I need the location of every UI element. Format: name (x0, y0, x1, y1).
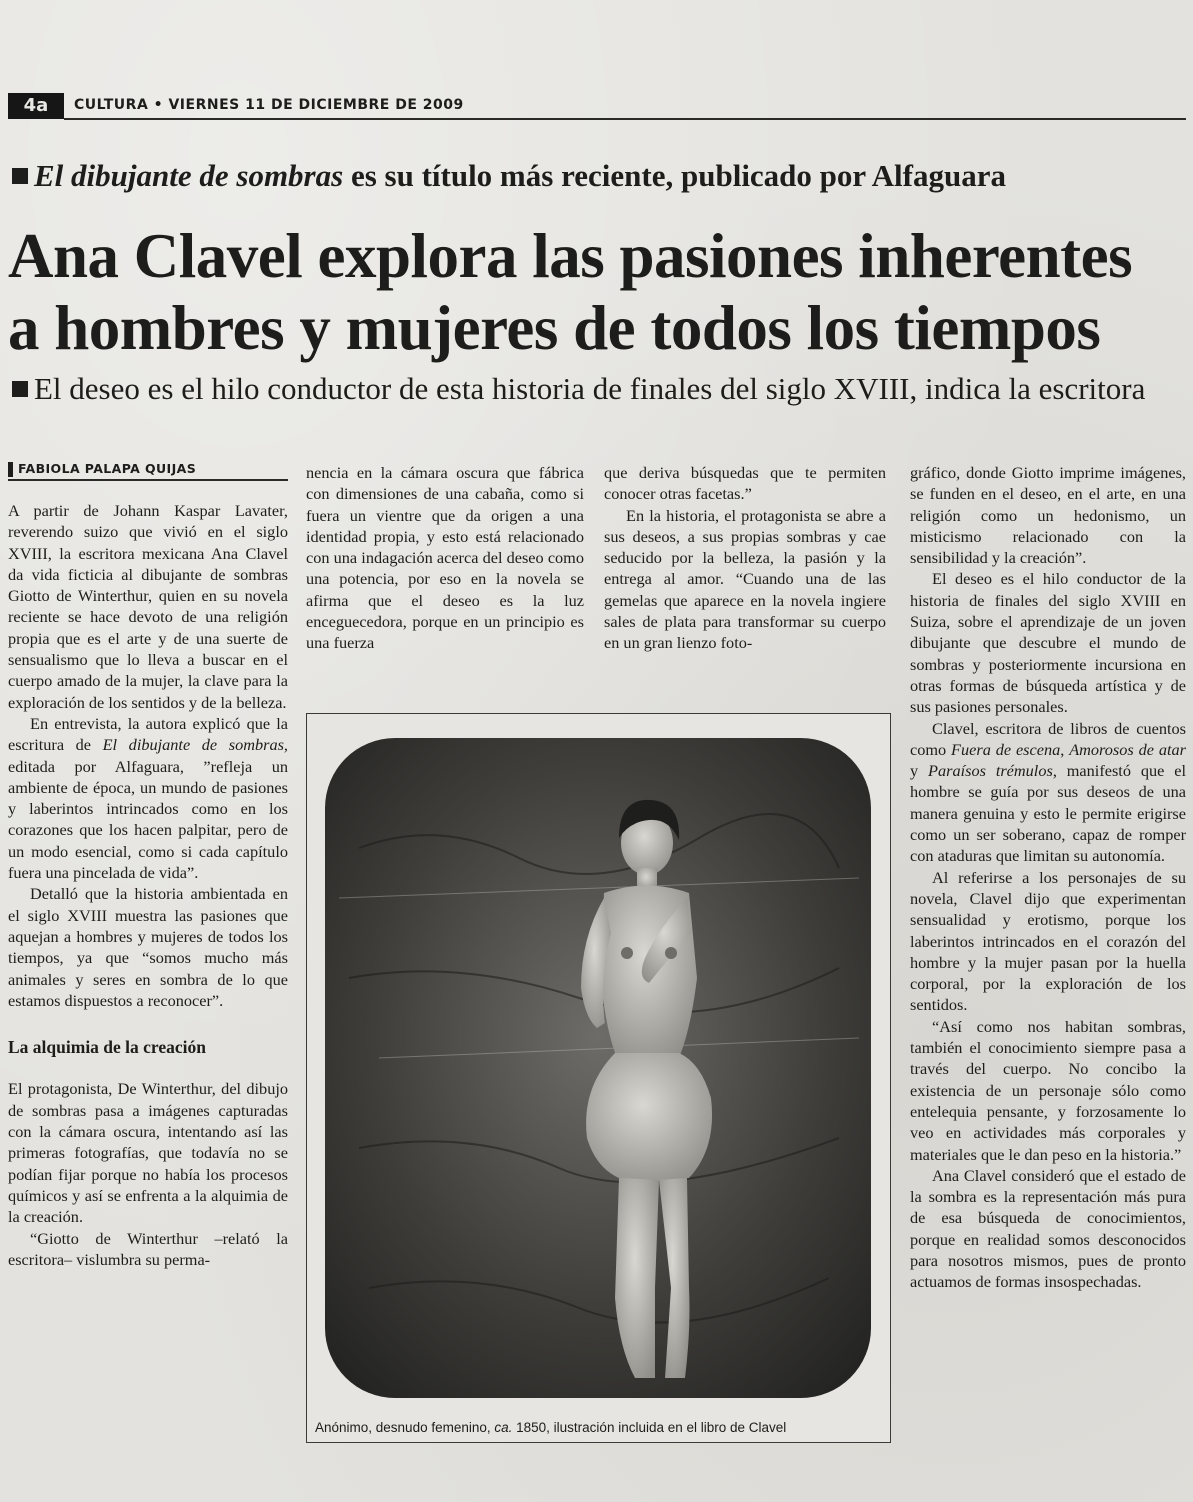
article-column-3 (604, 462, 886, 654)
paragraph: gráfico, donde Giotto imprime imágenes, se funden en el deseo, en el arte, en una religión como un hedonismo, un misticismo relacionado con la sensibilidad y la creación”. (910, 463, 1186, 568)
paragraph: Ana Clavel consideró que el estado de la sombra es la representación más pura de esa búsqueda de conocimientos, porque en realidad somos desconocidos para nosotros mismos, pues de pronto actuamos de formas insospechadas. (910, 1165, 1186, 1292)
subsection-heading: La alquimia de la creación (8, 1037, 207, 1058)
paragraph: A partir de Johann Kaspar Lavater, reverendo suizo que vivió en el siglo XVIII, la escritora mexicana Ana Clavel da vida ficticia al dibujante de sombras Giotto de Winterthur, quien en su novela reciente se hace devoto de una religión propia que es el arte y de una suerte de sensualismo que lo lleva a buscar en el cuerpo amado de la mujer, la clave para la exploración de los sentidos y de la belleza. (8, 501, 288, 712)
headline-line-1: Ana Clavel explora las pasiones inherentes (8, 221, 1133, 291)
paragraph: En la historia, el protagonista se abre a sus deseos, a sus propias sombras y cae seducido por la belleza, la pasión y la entrega al amor. “Cuando una de las gemelas que aparece en la novela ingiere sales de plata para transformar su cuerpo en un gran lienzo foto- (604, 505, 886, 653)
kicker-text: es su título más reciente, publicado por Alfaguara (343, 158, 1006, 193)
photo-figure (306, 713, 891, 1443)
book-title: El dibujante de sombras (34, 158, 344, 193)
headline (8, 220, 1188, 364)
page-header (8, 93, 1186, 119)
article-column-4 (910, 462, 1186, 1293)
author-name: FABIOLA PALAPA QUIJAS (18, 461, 197, 476)
section-number-badge: 4a (8, 93, 64, 119)
header-rule (64, 118, 1186, 120)
byline (8, 460, 288, 480)
byline-bar (8, 462, 13, 477)
paragraph: El deseo es el hilo conductor de la historia de finales del siglo XVIII en Suiza, sobre el aprendizaje de un joven dibujante que descubre el mundo de sombras y posteriormente incursiona en otras formas de búsqueda artística y de sus pasiones personales. (910, 569, 1186, 717)
article-column-2 (306, 462, 584, 654)
paragraph: Clavel, escritora de libros de cuentos como Fuera de escena, Amorosos de atar y Paraísos trémulos, manifestó que el hombre se guía por sus deseos de una manera genuina y esto le permite erigirse como un ser soberano, capaz de romper con ataduras que limitan su autonomía. (910, 718, 1186, 866)
paragraph: nencia en la cámara oscura que fábrica con dimensiones de una cabaña, como si fuera un vientre que da origen a una identidad propia, y esto está relacionado con una indagación acerca del deseo como una potencia, por eso en la novela se afirma que el deseo es la luz enceguecedora, porque en un principio es una fuerza (306, 463, 584, 653)
paragraph: Detalló que la historia ambientada en el siglo XVIII muestra las pasiones que aquejan a hombres y mujeres de todos los tiempos, ya que “somos mucho más animales y seres en sombra de lo que estamos dispuestos a reconocer”. (8, 884, 288, 1010)
paragraph: El protagonista, De Winterthur, del dibujo de sombras pasa a imágenes capturadas con la cámara oscura, intentando así las primeras fotografías, que todavía no se podían fijar porque no había los procesos químicos y así se enfrenta a la alquimia de la creación. (8, 1079, 288, 1227)
paragraph: “Giotto de Winterthur –relató la escritora– vislumbra su perma- (8, 1228, 288, 1269)
paragraph: En entrevista, la autora explicó que la escritura de El dibujante de sombras, editada por Alfaguara, ”refleja un ambiente de época, un mundo de pasiones y laberintos intrincados como en los corazones que los hacen palpitar, pero de un modo esencial, como si cada capítulo fuera una pincelada de vida”. (8, 713, 288, 883)
headline-line-2: a hombres y mujeres de todos los tiempos (8, 293, 1101, 363)
paragraph: Al referirse a los personajes de su novela, Clavel dijo que experimentan sensualidad y erotismo, porque los laberintos intrincados en el corazón del hombre y la mujer pasan por la huella corporal, por la exploración de los sentidos. (910, 867, 1186, 1015)
section-dateline: CULTURA • VIERNES 11 DE DICIEMBRE DE 2009 (74, 97, 464, 113)
photo-caption: Anónimo, desnudo femenino, ca. 1850, ilustración incluida en el libro de Clavel (315, 1420, 787, 1435)
article-column-1 (8, 500, 288, 1270)
paragraph: que deriva búsquedas que te permiten conocer otras facetas.” (604, 463, 886, 504)
kicker (12, 158, 1006, 194)
square-bullet-icon (12, 168, 28, 184)
paragraph: “Así como nos habitan sombras, también el conocimiento siempre pasa a través del cuerpo. No concibo la existencia de un personaje sólo como entelequia pensante, y forzosamente lo veo en actividades más corporales y materiales que le dan peso en la historia.” (910, 1016, 1186, 1164)
byline-rule (8, 479, 288, 481)
subhead-text: El deseo es el hilo conductor de esta historia de finales del siglo XVIII, indica la escritora (34, 371, 1146, 406)
square-bullet-icon (12, 381, 28, 397)
subhead (12, 371, 1145, 407)
vintage-nude-photograph (319, 728, 877, 1408)
